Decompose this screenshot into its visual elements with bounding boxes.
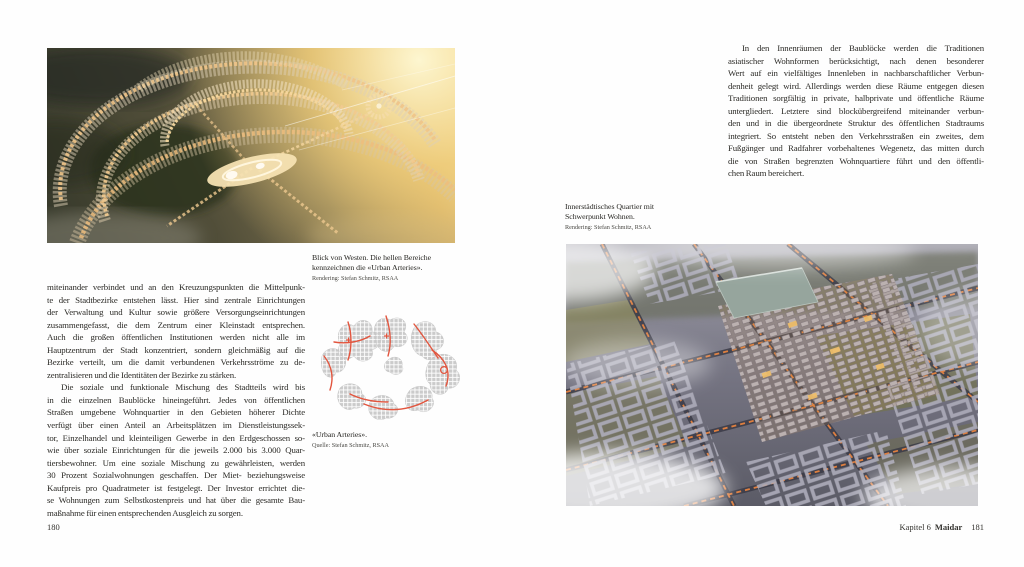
body-text-line: tiersbewohner. Um eine soziale Mischung zu gewährleisten, werden — [47, 457, 305, 468]
aerial-city-sunset-graphic — [47, 48, 455, 243]
right-page-number: 181 — [971, 522, 984, 532]
left-hero-caption — [312, 253, 462, 283]
aerial-quarter-dusk-image — [566, 244, 978, 506]
body-text-line: tor, Einzelhandel und kleinteiligen Gewerbe in den Erdgeschossen so- — [47, 432, 305, 443]
body-text-line: der Verwaltung und Kultur sowie größere Versorgungseinrichtungen — [47, 307, 305, 318]
body-text-line: Fußgänger und Radfahrer vorbehaltenes Wegenetz, das mitten durch — [728, 143, 984, 154]
body-text-line: Wert auf ein vielfältiges Innenleben in nachbarschaftlicher Verbun- — [728, 68, 984, 79]
body-text-line: Bezirke verteilt, um die damit verbundenen Verkehrsströme zu de- — [47, 357, 305, 368]
body-text-line: wie über soziale Einrichtungen für die jeweils 2.000 bis 3.000 Quar- — [47, 445, 305, 456]
body-text-line: verfügt über einen Anteil an Arbeitsplätzen im Dienstleistungssek- — [47, 420, 305, 431]
body-text-line: te der Stadtbezirke entstehen lässt. Hier sind zentrale Einrichtungen — [47, 294, 305, 305]
caption-credit: Rendering: Stefan Schmitz, RSAA — [565, 223, 652, 231]
caption-text: Blick von Westen. Die hellen Bereiche kennzeichnen die «Urban Arteries». — [312, 253, 432, 272]
body-text-line: miteinander verbindet und an den Kreuzungspunkten die Mittelpunk- — [47, 282, 305, 292]
body-text-line: integriert. So entsteht neben den Verkehrsstraßen ein zweites, dem — [728, 130, 984, 141]
caption-credit: Rendering: Stefan Schmitz, RSAA — [312, 274, 399, 282]
body-text-line: den und in die übergeordnete Struktur des öffentlichen Stadtraums — [728, 118, 984, 129]
body-text-line: Auch die großen öffentlichen Institutionen werden nicht alle im — [47, 332, 305, 343]
right-page-footer — [899, 522, 984, 532]
body-text-line: denheit gelegt wird. Allerdings werden diese Räume entgegen diesen — [728, 80, 984, 91]
right-hero-caption — [565, 202, 683, 232]
body-text-line: untergliedert. Letztere sind blockübergreifend miteinander verbun- — [728, 105, 984, 116]
body-text-line: zusammengefasst, die dem Zentrum einer Kleinstadt entsprechen. — [47, 319, 305, 330]
body-text-line: zentralisieren und die Identitäten der Bezirke zu stärken. — [47, 369, 237, 380]
body-text-line: in die einzelnen Baublöcke hineingeführt. Jedes von öffentlichen — [47, 394, 305, 405]
body-text-line: asiatischer Wohnformen berücksichtigt, nach denen besonderer — [728, 55, 984, 66]
caption-text: Innerstädtisches Quartier mit Schwerpunkt Wohnen. — [565, 202, 655, 221]
diagram-caption — [312, 430, 462, 450]
body-text-line: In den Innenräumen der Baublöcke werden die Traditionen — [742, 43, 984, 53]
aerial-city-sunset-image — [47, 48, 455, 243]
caption-text: «Urban Arteries». — [312, 430, 368, 439]
urban-arteries-diagram-graphic — [310, 306, 468, 426]
left-page-number: 180 — [47, 522, 60, 532]
body-text-line: maßnahme für einen entsprechenden Ausgleich zu sorgen. — [47, 507, 243, 518]
body-text-line: Hauptzentrum der Stadt konzentriert, sondern gleichmäßig auf die — [47, 344, 305, 355]
urban-arteries-diagram — [310, 306, 468, 426]
caption-credit: Quelle: Stefan Schmitz, RSAA — [312, 442, 389, 450]
body-text-line: Straßen umgebene Wohnquartier in den Gebieten höherer Dichte — [47, 407, 305, 418]
right-page-body-text — [728, 42, 984, 180]
aerial-quarter-dusk-graphic — [566, 244, 978, 506]
chapter-label: Kapitel 6 — [899, 522, 931, 532]
body-text-line: Kaufpreis pro Quadratmeter ist festgelegt. Der Investor errichtet die- — [47, 482, 305, 493]
book-title: Maidar — [934, 522, 963, 532]
body-text-line: die von Straßen begrenzten Wohnquartiere führt und den öffentli- — [728, 155, 984, 166]
body-text-line: Die soziale und funktionale Mischung des Stadtteils wird bis — [61, 382, 305, 393]
body-text-line: Traditionen sorgfältig in private, halbprivate und öffentliche Räume — [728, 93, 984, 104]
body-text-line: chen Raum bereichert. — [728, 168, 805, 179]
body-text-line: se Wohnungen zum Selbstkostenpreis und hat über die gesamte Bau- — [47, 495, 305, 506]
body-text-line: 30 Prozent Sozialwohnungen geschaffen. Der Miet- beziehungsweise — [47, 470, 305, 481]
left-page-body-text — [47, 281, 305, 519]
